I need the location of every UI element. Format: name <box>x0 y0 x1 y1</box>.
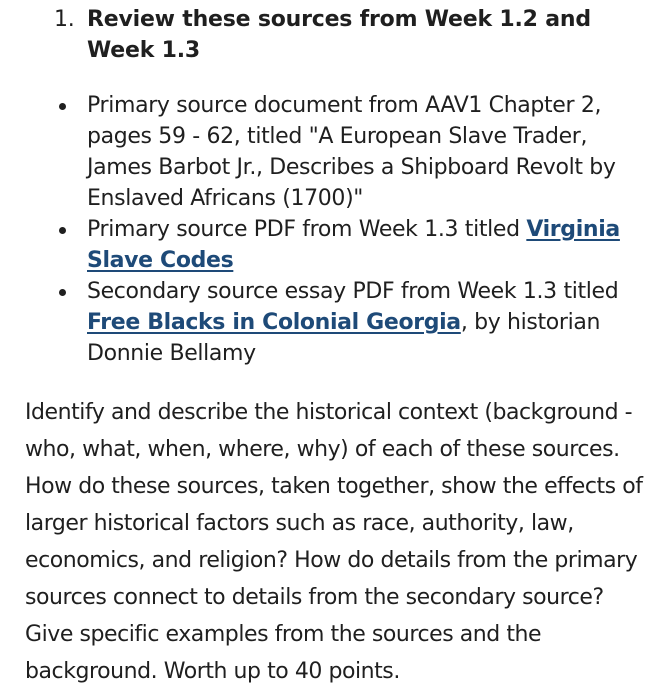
source-text: Secondary source essay PDF from Week 1.3 titled <box>87 279 619 304</box>
virginia-slave-codes-link[interactable]: Virginia Slave Codes <box>87 217 620 273</box>
question-number: 1. <box>54 7 75 32</box>
list-item <box>55 90 645 214</box>
bullet-icon <box>59 103 66 110</box>
source-list <box>55 90 645 369</box>
bullet-icon <box>59 289 66 296</box>
source-text: Primary source PDF from Week 1.3 titled <box>87 217 527 242</box>
question-title: Review these sources from Week 1.2 and Week 1.3 <box>87 7 591 63</box>
source-text-suffix: , by historian Donnie Bellamy <box>87 310 601 366</box>
free-blacks-colonial-georgia-link[interactable]: Free Blacks in Colonial Georgia <box>87 310 461 335</box>
question-heading <box>54 4 634 66</box>
bullet-icon <box>59 227 66 234</box>
instructions-paragraph: Identify and describe the historical context (background - who, what, when, where, why) of each of these sources. How do these sources, taken together, show the effects of larger historical factors such as race, authority, law, economics, and religion? How do details from the primary sources connect to details from the secondary source? Give specific examples from the sources and the background. Worth up to 40 points. <box>25 400 643 684</box>
list-item <box>55 276 645 369</box>
source-text: Primary source document from AAV1 Chapter 2, pages 59 - 62, titled "A European Slave Trader, James Barbot Jr., Describes a Shipboard Revolt by Enslaved Africans (1700)" <box>87 93 616 211</box>
list-item <box>55 214 645 276</box>
